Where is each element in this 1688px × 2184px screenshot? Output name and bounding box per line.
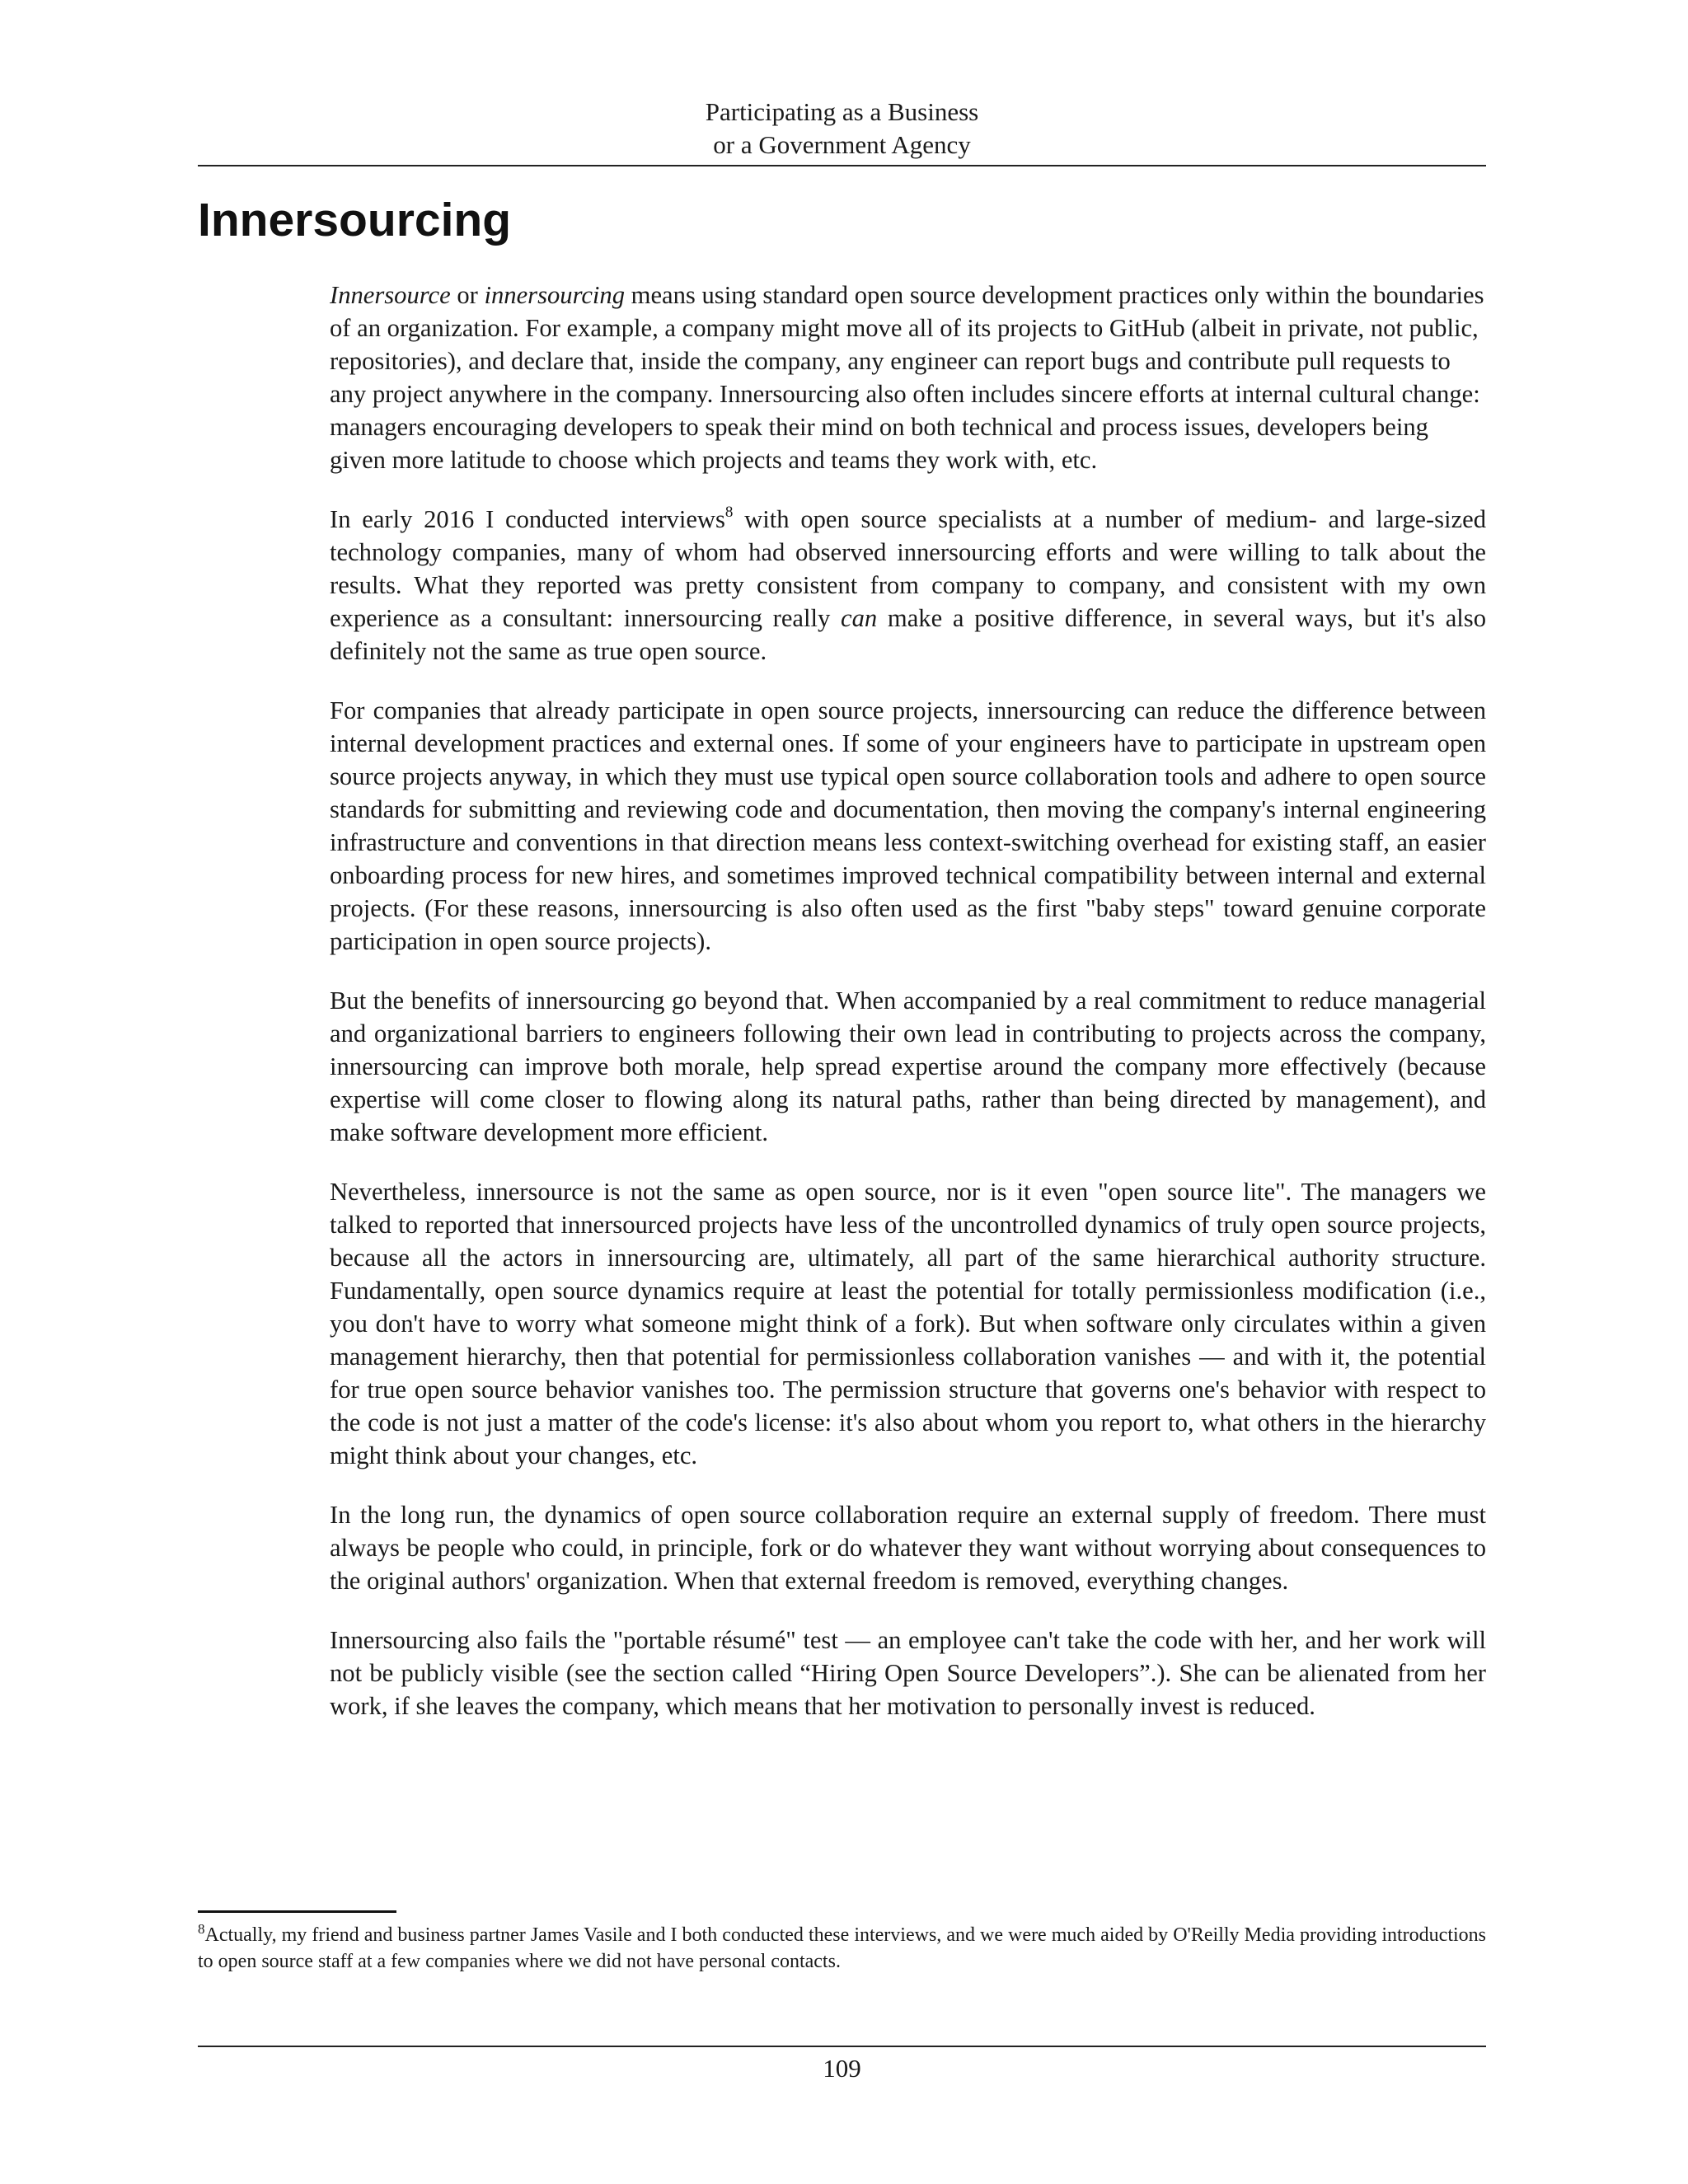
- paragraph-2: [330, 503, 1486, 668]
- footnote-reference[interactable]: 8: [724, 504, 734, 521]
- paragraph-2-end: make a positive difference, in several ways, but it's also definitely not the same as true open source.: [330, 604, 1486, 665]
- section-title: Innersourcing: [198, 194, 512, 246]
- paragraph-4: But the benefits of innersourcing go beyond that. When accompanied by a real commitment to reduce managerial and organizational barriers to engineers following their own lead in contributing to projects across the company, innersourcing can improve both morale, help spread expertise around the company more effectively (because expertise will come closer to flowing along its natural paths, rather than being directed by management), and make software development more efficient.: [330, 987, 1486, 1146]
- footer-divider: [198, 2046, 1486, 2047]
- paragraph-7: Innersourcing also fails the "portable résumé" test — an employee can't take the code with her, and her work will not be publicly visible (see the section called “Hiring Open Source Developers”.). She can be alienated from her work, if she leaves the company, which means that her motivation to personally invest is reduced.: [330, 1626, 1486, 1720]
- running-header: [198, 96, 1486, 162]
- paragraph-1-text: means using standard open source development practices only within the boundaries of an organization. For example, a company might move all of its projects to GitHub (albeit in private, not public, repositories), and declare that, inside the company, any engineer can report bugs and contribute pull requests to any project anywhere in the company. Innersourcing also often includes sincere efforts at internal cultural change: managers encouraging developers to speak their mind on both technical and process issues, developers being given more latitude to choose which projects and teams they work with, etc.: [330, 281, 1484, 474]
- paragraph-6: In the long run, the dynamics of open source collaboration require an external supply of freedom. There must always be people who could, in principle, fork or do whatever they want without worrying about consequences to the original authors' organization. When that external freedom is removed, everything changes.: [330, 1501, 1486, 1595]
- footnote-marker: 8: [198, 1921, 205, 1937]
- body-text: [330, 279, 1486, 1749]
- emphasis-can: can: [841, 604, 878, 632]
- footnote-text: Actually, my friend and business partner James Vasile and I both conducted these interviews, and we were much aided by O'Reilly Media providing introductions to open source staff at a few companies where we did not have personal contacts.: [198, 1924, 1486, 1972]
- header-divider: [198, 165, 1486, 166]
- running-header-line-2: or a Government Agency: [713, 130, 971, 159]
- page-number: 109: [823, 2054, 861, 2083]
- paragraph-5: Nevertheless, innersource is not the same as open source, nor is it even "open source lite". The managers we talked to reported that innersourced projects have less of the uncontrolled dynamics of truly open source projects, because all the actors in innersourcing are, ultimately, all part of the same hierarchical authority structure. Fundamentally, open source dynamics require at least the potential for totally permissionless modification (i.e., you don't have to worry what someone might think of a fork). But when software only circulates within a given management hierarchy, then that potential for permissionless collaboration vanishes — and with it, the potential for true open source behavior vanishes too. The permission structure that governs one's behavior with respect to the code is not just a matter of the code's license: it's also about whom you report to, what others in the hierarchy might think about your changes, etc.: [330, 1178, 1486, 1469]
- running-header-line-1: Participating as a Business: [705, 97, 979, 126]
- paragraph-2-middle: with open source specialists at a number of medium- and large-sized technology companies, many of whom had observed innersourcing efforts and were willing to talk about the results. What they reported was pretty consistent from company to company, and consistent with my own experience as a consultant: innersourcing really: [330, 505, 1487, 632]
- term-innersource: Innersource: [330, 281, 451, 309]
- paragraph-2-lead: In early 2016 I conducted interviews: [330, 505, 725, 533]
- footnote: [198, 1922, 1486, 1975]
- paragraph-1-connector: or: [450, 281, 485, 309]
- paragraph-3: For companies that already participate in open source projects, innersourcing can reduce the difference between internal development practices and external ones. If some of your engineers have to participate in upstream open source projects anyway, in which they must use typical open source collaboration tools and adhere to open source standards for submitting and reviewing code and documentation, then moving the company's internal engineering infrastructure and conventions in that direction means less context-switching overhead for existing staff, an easier onboarding process for new hires, and sometimes improved technical compatibility between internal and external projects. (For these reasons, innersourcing is also often used as the first "baby steps" toward genuine corporate participation in open source projects).: [330, 696, 1486, 955]
- term-innersourcing: innersourcing: [484, 281, 626, 309]
- paragraph-1: [330, 279, 1486, 476]
- footnote-divider: [198, 1910, 396, 1913]
